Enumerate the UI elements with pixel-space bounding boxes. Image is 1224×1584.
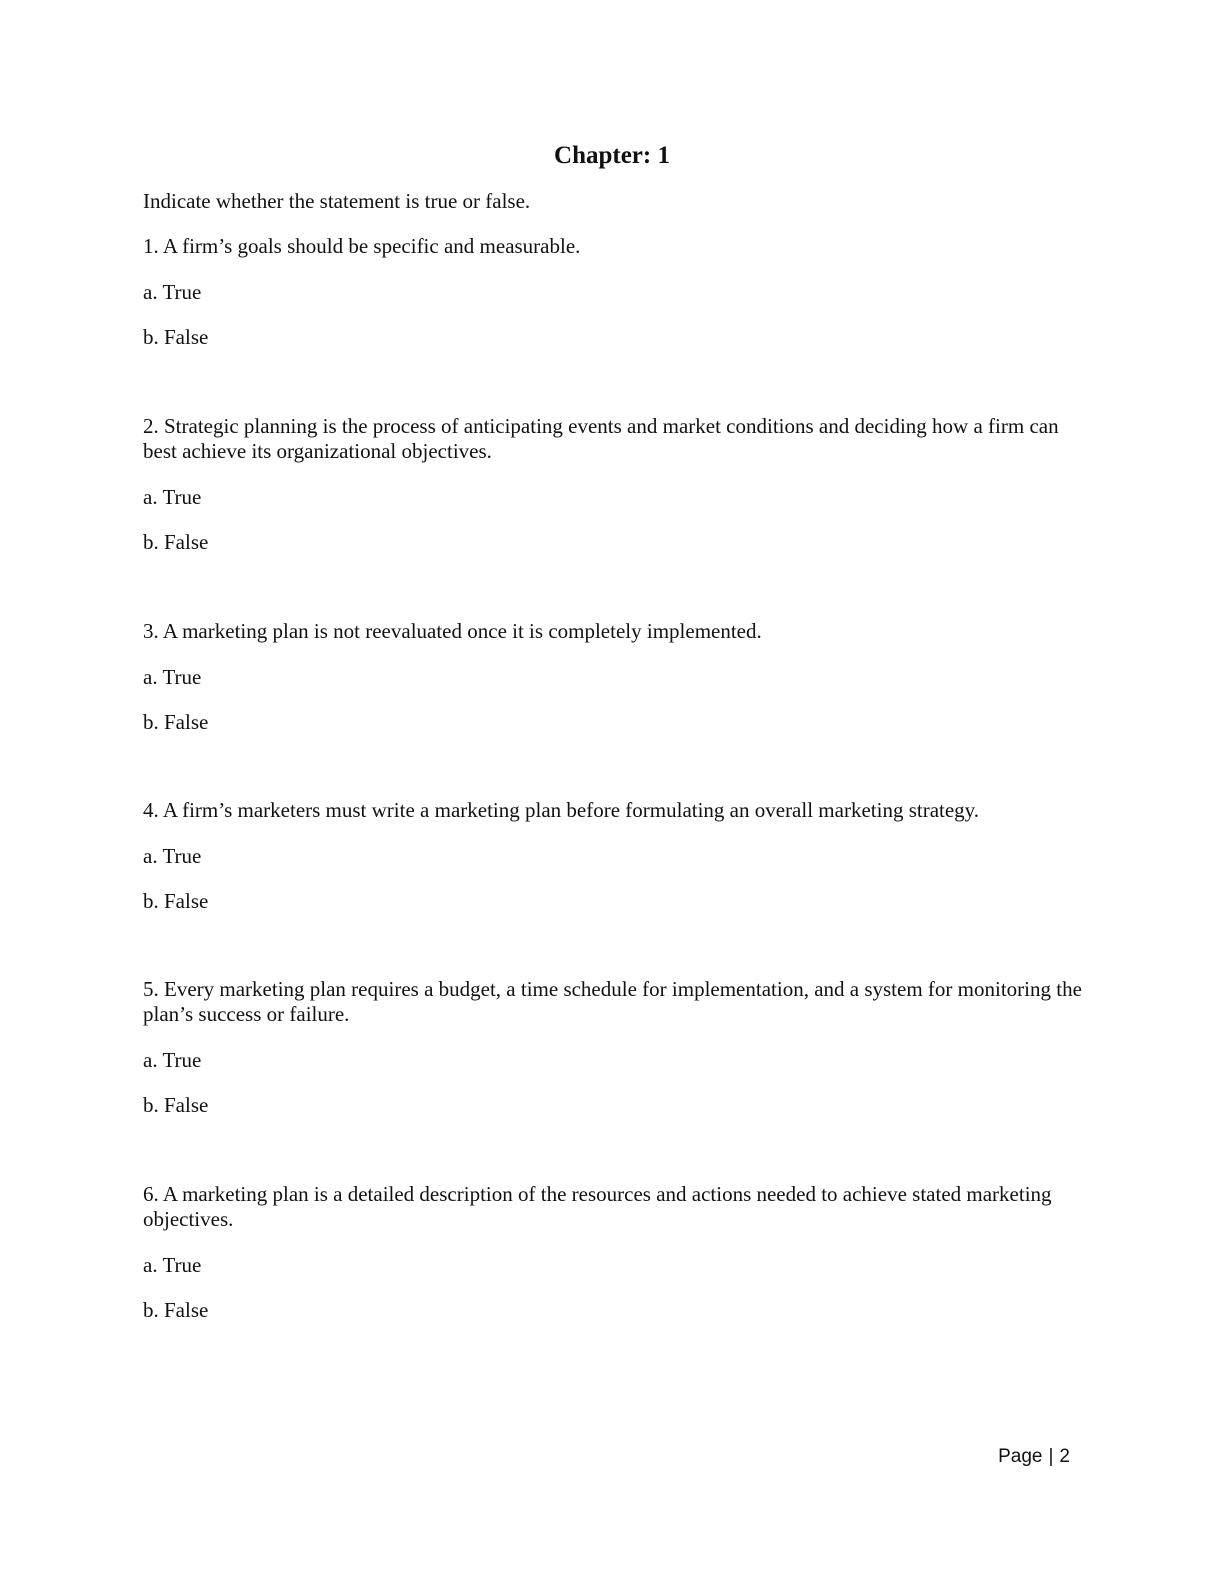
question-item bbox=[143, 977, 1083, 1117]
page-separator: | bbox=[1048, 1446, 1054, 1467]
option-true: a. True bbox=[143, 280, 202, 304]
page-footer bbox=[998, 1445, 1070, 1469]
option-false: b. False bbox=[143, 325, 209, 349]
question-text: 5. Every marketing plan requires a budget, a time schedule for implementation, and a system for monitoring the plan’s success or failure. bbox=[143, 977, 1082, 1026]
question-item bbox=[143, 234, 1083, 349]
option-false: b. False bbox=[143, 1298, 209, 1322]
instructions-text: Indicate whether the statement is true or false. bbox=[143, 189, 531, 213]
option-true: a. True bbox=[143, 844, 202, 868]
page-label: Page bbox=[998, 1446, 1043, 1467]
question-item bbox=[143, 414, 1083, 554]
option-true: a. True bbox=[143, 1253, 202, 1277]
question-text: 3. A marketing plan is not reevaluated once it is completely implemented. bbox=[143, 619, 762, 643]
option-true: a. True bbox=[143, 1048, 202, 1072]
option-false: b. False bbox=[143, 889, 209, 913]
question-text: 2. Strategic planning is the process of anticipating events and market conditions and deciding how a firm can best achieve its organizational objectives. bbox=[143, 414, 1059, 463]
option-false: b. False bbox=[143, 530, 209, 554]
option-false: b. False bbox=[143, 710, 209, 734]
option-true: a. True bbox=[143, 485, 202, 509]
question-item bbox=[143, 1182, 1083, 1322]
question-text: 1. A firm’s goals should be specific and measurable. bbox=[143, 234, 581, 258]
question-text: 4. A firm’s marketers must write a marketing plan before formulating an overall marketing strategy. bbox=[143, 798, 980, 822]
page-number: 2 bbox=[1059, 1446, 1070, 1467]
option-true: a. True bbox=[143, 665, 202, 689]
question-item bbox=[143, 619, 1083, 734]
question-text: 6. A marketing plan is a detailed description of the resources and actions needed to achieve stated marketing objectives. bbox=[143, 1182, 1052, 1231]
question-item bbox=[143, 798, 1083, 913]
option-false: b. False bbox=[143, 1093, 209, 1117]
chapter-title: Chapter: 1 bbox=[554, 142, 670, 169]
